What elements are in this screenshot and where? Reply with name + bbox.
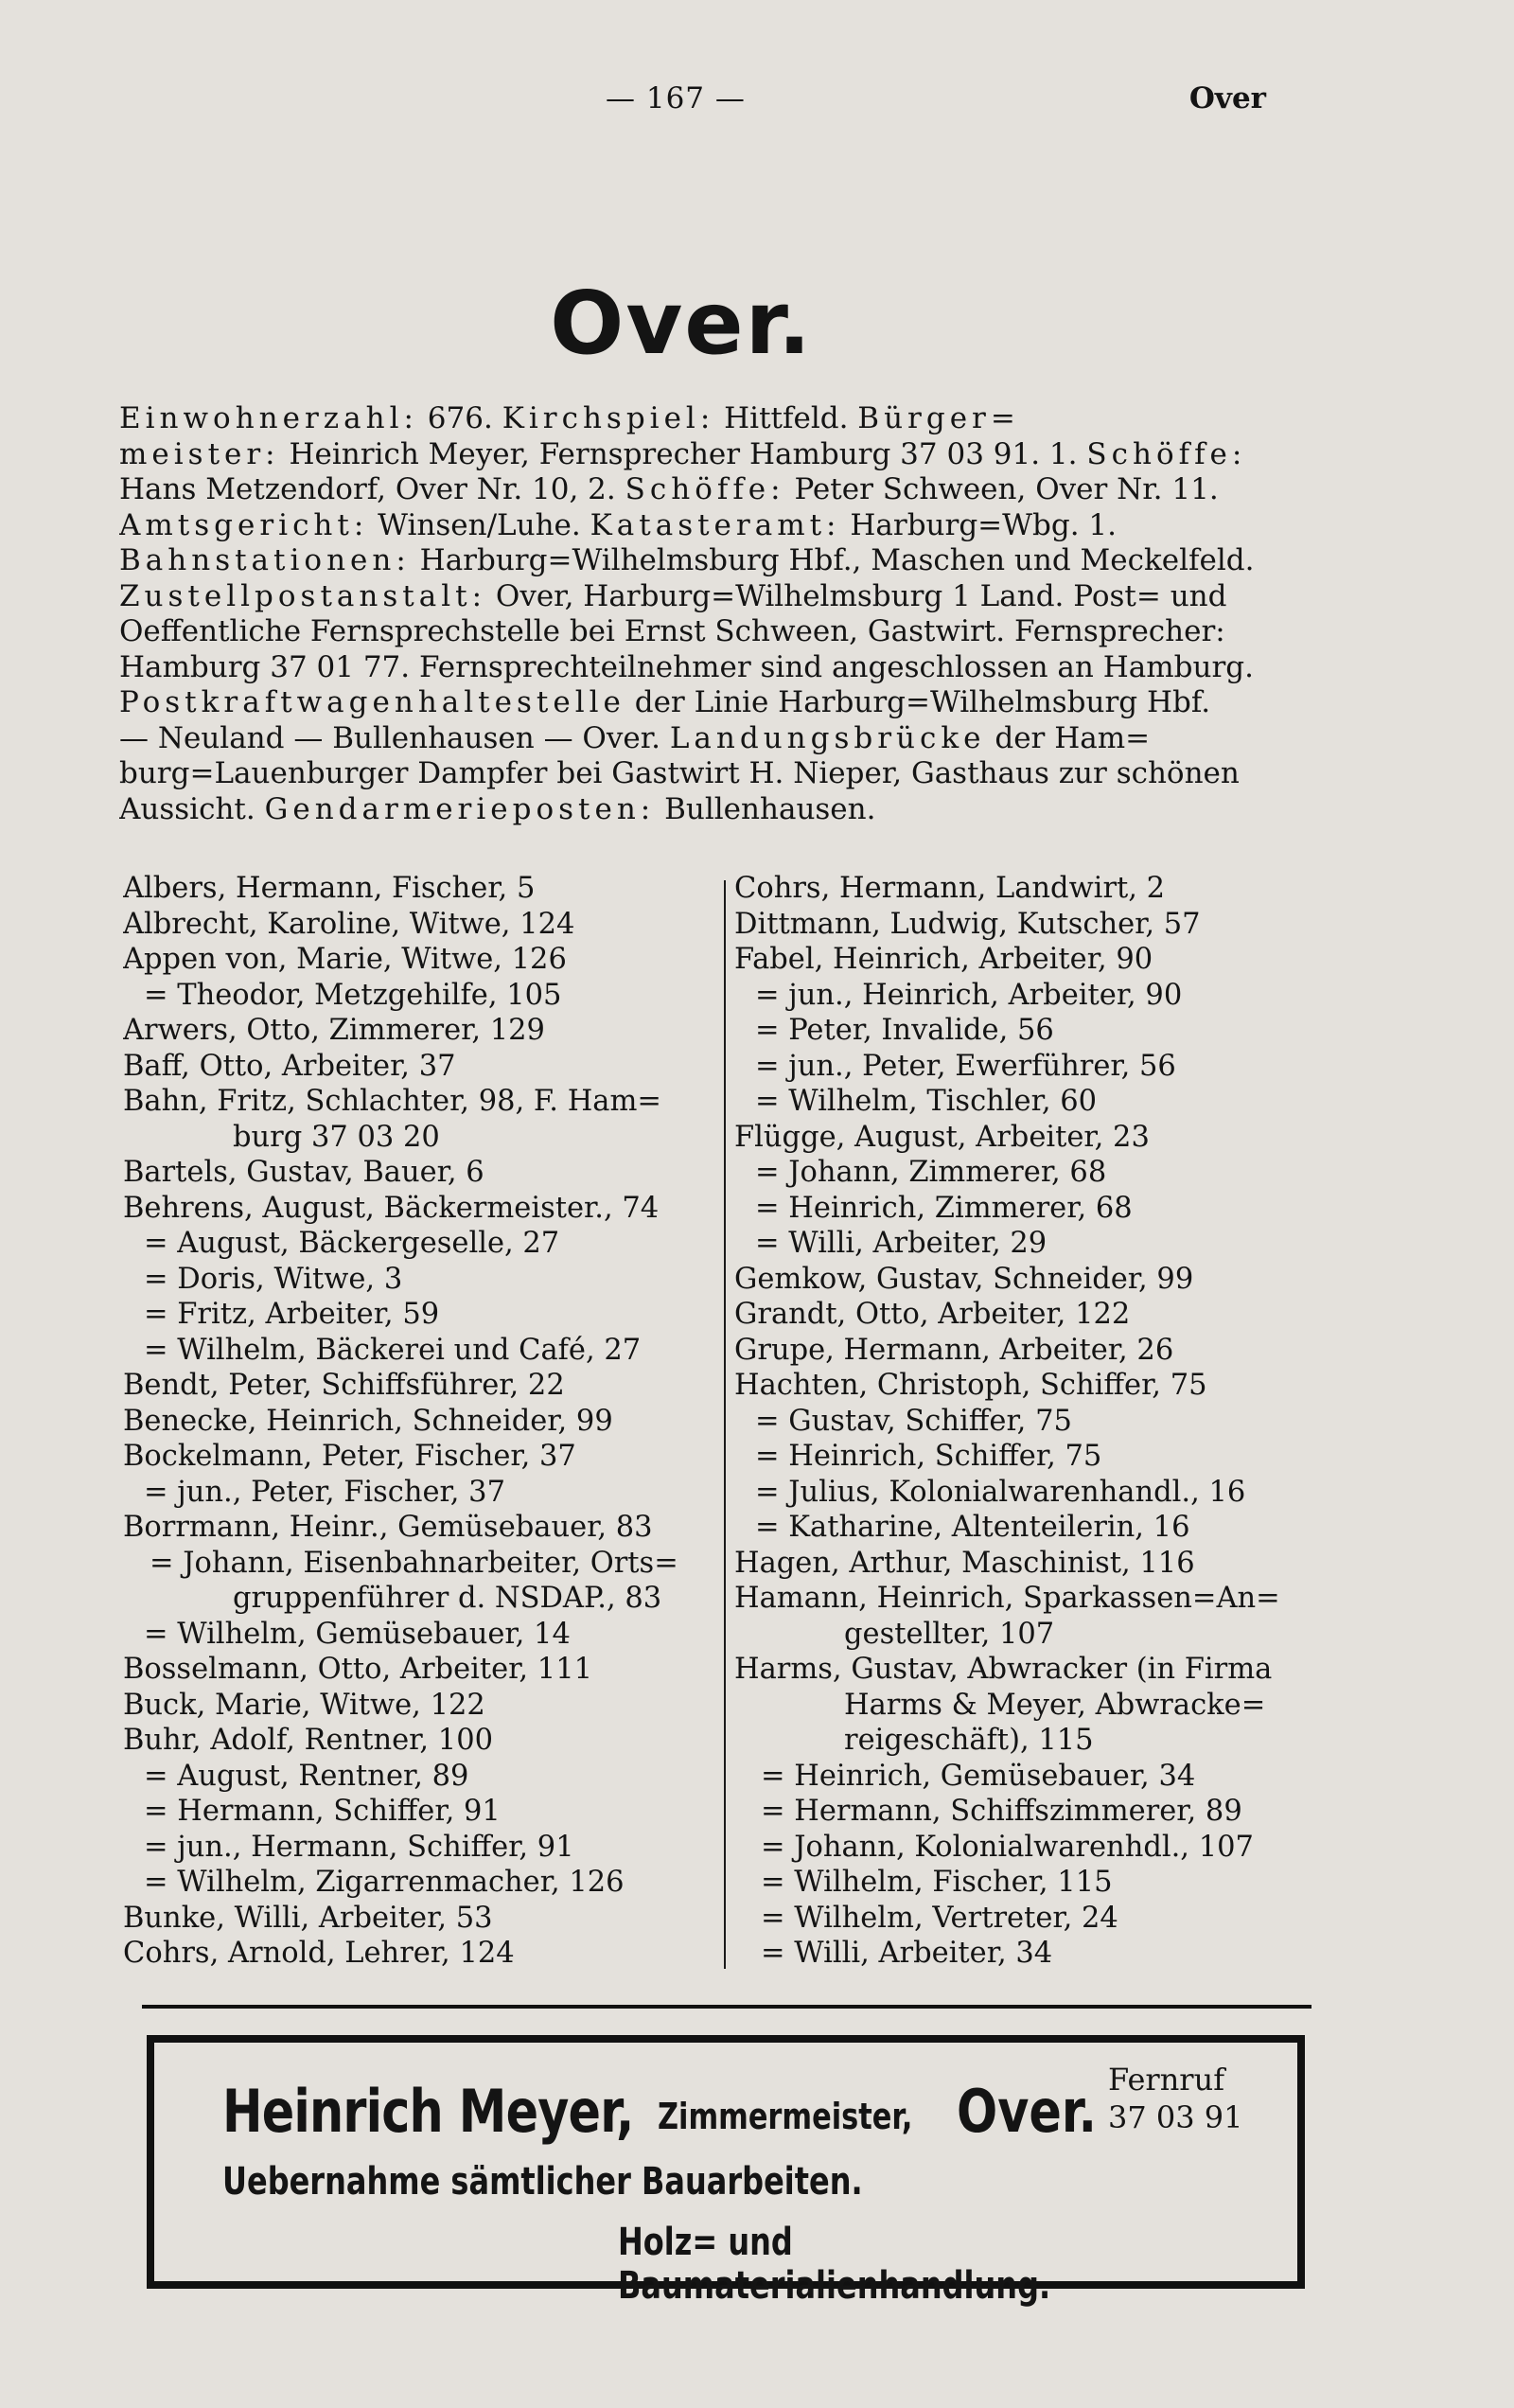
ad-place: Over. bbox=[957, 2077, 1097, 2146]
intro-field-label: Bürger= bbox=[857, 401, 1020, 435]
directory-entry: = Gustav, Schiffer, 75 bbox=[755, 1404, 1072, 1438]
directory-entry: Flügge, August, Arbeiter, 23 bbox=[734, 1120, 1150, 1154]
ad-phone-label: Fernruf bbox=[1108, 2062, 1225, 2098]
directory-entry: Benecke, Heinrich, Schneider, 99 bbox=[123, 1404, 613, 1438]
directory-entry: = Wilhelm, Bäckerei und Café, 27 bbox=[144, 1333, 642, 1367]
column-divider bbox=[724, 880, 726, 1969]
running-head bbox=[0, 81, 1514, 129]
directory-entry: Bartels, Gustav, Bauer, 6 bbox=[123, 1156, 484, 1189]
directory-entry: = jun., Hermann, Schiffer, 91 bbox=[144, 1830, 574, 1864]
directory-entry: = Julius, Kolonialwarenhandl., 16 bbox=[755, 1475, 1246, 1509]
intro-text: der Linie Harburg=Wilhelmsburg Hbf. bbox=[625, 685, 1211, 719]
directory-entry: Bendt, Peter, Schiffsführer, 22 bbox=[123, 1369, 565, 1402]
advertisement-box bbox=[147, 2035, 1305, 2308]
directory-entry: = August, Rentner, 89 bbox=[144, 1759, 469, 1793]
directory-entry-continuation: reigeschäft), 115 bbox=[844, 1724, 1094, 1757]
directory-entry: Baff, Otto, Arbeiter, 37 bbox=[123, 1049, 456, 1083]
intro-line bbox=[119, 756, 1285, 792]
ad-occupation: Zimmermeister, bbox=[658, 2096, 913, 2137]
directory-entry: Bahn, Fritz, Schlachter, 98, F. Ham= bbox=[123, 1085, 661, 1118]
intro-field-label: Amtsgericht: bbox=[119, 507, 369, 542]
intro-line bbox=[119, 614, 1285, 650]
intro-text: Aussicht. bbox=[119, 791, 265, 826]
intro-text: Harburg=Wbg. 1. bbox=[840, 507, 1117, 542]
directory-entry: Grandt, Otto, Arbeiter, 122 bbox=[734, 1298, 1131, 1331]
directory-entry: Appen von, Marie, Witwe, 126 bbox=[123, 943, 567, 976]
intro-text: Harburg=Wilhelmsburg Hbf., Maschen und Meckelfeld. bbox=[410, 543, 1255, 577]
directory-entry: = Peter, Invalide, 56 bbox=[755, 1014, 1054, 1047]
intro-text: Oeffentliche Fernsprechstelle bei Ernst Schween, Gastwirt. Fernsprecher: bbox=[119, 614, 1225, 648]
directory-entry: Cohrs, Arnold, Lehrer, 124 bbox=[123, 1937, 515, 1970]
directory-entry: = jun., Peter, Fischer, 37 bbox=[144, 1475, 505, 1509]
intro-text: Hans Metzendorf, Over Nr. 10, 2. bbox=[119, 472, 625, 506]
directory-entry: = Fritz, Arbeiter, 59 bbox=[144, 1298, 440, 1331]
directory-entry: Bunke, Willi, Arbeiter, 53 bbox=[123, 1901, 493, 1935]
intro-field-label: Postkraftwagenhaltestelle bbox=[119, 685, 625, 719]
intro-field-label: Gendarmerieposten: bbox=[264, 791, 656, 826]
directory-entry: = Hermann, Schiffer, 91 bbox=[144, 1795, 501, 1828]
intro-text: 676. bbox=[417, 401, 502, 435]
directory-entry: Grupe, Hermann, Arbeiter, 26 bbox=[734, 1333, 1174, 1367]
directory-entry-continuation: Harms & Meyer, Abwracke= bbox=[844, 1688, 1266, 1722]
directory-entry: Hachten, Christoph, Schiffer, 75 bbox=[734, 1369, 1207, 1402]
intro-text: Winsen/Luhe. bbox=[368, 507, 590, 542]
directory-entry-continuation: gestellter, 107 bbox=[844, 1617, 1055, 1651]
directory-entry: Behrens, August, Bäckermeister., 74 bbox=[123, 1191, 660, 1225]
directory-entry: Cohrs, Hermann, Landwirt, 2 bbox=[734, 872, 1166, 905]
intro-line bbox=[119, 472, 1285, 508]
directory-entry: = Heinrich, Zimmerer, 68 bbox=[755, 1191, 1133, 1225]
intro-text: Bullenhausen. bbox=[655, 791, 876, 826]
page-title: Over. bbox=[550, 273, 813, 374]
directory-entry: = Johann, Zimmerer, 68 bbox=[755, 1156, 1107, 1189]
directory-entry: = Doris, Witwe, 3 bbox=[144, 1262, 403, 1296]
intro-paragraph bbox=[119, 401, 1285, 827]
intro-text: Heinrich Meyer, Fernsprecher Hamburg 37 03 91. 1. bbox=[279, 436, 1087, 471]
intro-field-label: Schöffe: bbox=[1086, 436, 1247, 471]
directory-entry: = jun., Heinrich, Arbeiter, 90 bbox=[755, 978, 1183, 1012]
directory-entry: = Heinrich, Gemüsebauer, 34 bbox=[761, 1759, 1196, 1793]
directory-entry: = Wilhelm, Tischler, 60 bbox=[755, 1085, 1098, 1118]
directory-entry: = Wilhelm, Gemüsebauer, 14 bbox=[144, 1617, 571, 1651]
intro-line bbox=[119, 650, 1285, 686]
intro-line bbox=[119, 579, 1285, 615]
directory-entry: Bockelmann, Peter, Fischer, 37 bbox=[123, 1440, 576, 1473]
directory-entry: Buhr, Adolf, Rentner, 100 bbox=[123, 1724, 494, 1757]
intro-line bbox=[119, 792, 1285, 828]
directory-entry: = Katharine, Altenteilerin, 16 bbox=[755, 1511, 1190, 1544]
intro-text: burg=Lauenburger Dampfer bei Gastwirt H. Nieper, Gasthaus zur schönen bbox=[119, 756, 1240, 790]
directory-entry: = August, Bäckergeselle, 27 bbox=[144, 1227, 560, 1260]
directory-entry: Albrecht, Karoline, Witwe, 124 bbox=[123, 907, 575, 941]
intro-text: der Ham= bbox=[985, 720, 1151, 755]
intro-field-label: Einwohnerzahl: bbox=[119, 401, 418, 435]
intro-line bbox=[119, 508, 1285, 544]
directory-entry: Borrmann, Heinr., Gemüsebauer, 83 bbox=[123, 1511, 653, 1544]
directory-entry: = Johann, Eisenbahnarbeiter, Orts= bbox=[150, 1546, 678, 1580]
directory-entry: Arwers, Otto, Zimmerer, 129 bbox=[123, 1014, 545, 1047]
directory-entry: = Wilhelm, Fischer, 115 bbox=[761, 1866, 1113, 1899]
directory-entry: = Willi, Arbeiter, 34 bbox=[761, 1937, 1053, 1970]
directory-entry: Fabel, Heinrich, Arbeiter, 90 bbox=[734, 943, 1153, 976]
running-title: Over bbox=[1188, 81, 1266, 115]
intro-text: Hittfeld. bbox=[714, 401, 858, 435]
ad-trade-line: Holz= und Baumaterialienhandlung. bbox=[618, 2221, 1051, 2308]
intro-text: — Neuland — Bullenhausen — Over. bbox=[119, 720, 670, 755]
intro-line bbox=[119, 437, 1285, 473]
ad-phone-number: 37 03 91 bbox=[1108, 2099, 1243, 2135]
intro-line bbox=[119, 685, 1285, 721]
directory-entry: Albers, Hermann, Fischer, 5 bbox=[123, 872, 536, 905]
directory-entry: = Wilhelm, Vertreter, 24 bbox=[761, 1901, 1118, 1935]
directory-entry: = Heinrich, Schiffer, 75 bbox=[755, 1440, 1102, 1473]
intro-text: Hamburg 37 01 77. Fernsprechteilnehmer sind angeschlossen an Hamburg. bbox=[119, 649, 1254, 684]
directory-entry: = jun., Peter, Ewerführer, 56 bbox=[755, 1049, 1176, 1083]
intro-field-label: Schöffe: bbox=[625, 472, 785, 506]
directory-entry: Hamann, Heinrich, Sparkassen=An= bbox=[734, 1582, 1280, 1615]
directory-entry: Gemkow, Gustav, Schneider, 99 bbox=[734, 1262, 1194, 1296]
ad-services-line: Uebernahme sämtlicher Bauarbeiten. bbox=[222, 2160, 863, 2204]
directory-entry: Bosselmann, Otto, Arbeiter, 111 bbox=[123, 1653, 593, 1686]
separator-rule bbox=[142, 2005, 1312, 2009]
intro-field-label: Bahnstationen: bbox=[119, 543, 411, 577]
directory-entry: = Johann, Kolonialwarenhdl., 107 bbox=[761, 1830, 1254, 1864]
directory-entry: Harms, Gustav, Abwracker (in Firma bbox=[734, 1653, 1273, 1686]
intro-text: Over, Harburg=Wilhelmsburg 1 Land. Post= und bbox=[486, 578, 1227, 613]
directory-entry-continuation: gruppenführer d. NSDAP., 83 bbox=[233, 1582, 662, 1615]
intro-field-label: Katasteramt: bbox=[590, 507, 841, 542]
directory-entry: Hagen, Arthur, Maschinist, 116 bbox=[734, 1546, 1195, 1580]
directory-entry: Buck, Marie, Witwe, 122 bbox=[123, 1688, 485, 1722]
directory-entry: = Hermann, Schiffszimmerer, 89 bbox=[761, 1795, 1242, 1828]
directory-entry: Dittmann, Ludwig, Kutscher, 57 bbox=[734, 907, 1201, 941]
intro-line bbox=[119, 401, 1285, 437]
intro-field-label: Zustellpostanstalt: bbox=[119, 578, 487, 613]
directory-column-left bbox=[123, 871, 719, 1972]
intro-field-label: meister: bbox=[119, 436, 280, 471]
directory-entry: = Wilhelm, Zigarrenmacher, 126 bbox=[144, 1866, 625, 1899]
intro-line bbox=[119, 721, 1285, 757]
page-number: — 167 — bbox=[606, 81, 746, 115]
ad-business-name: Heinrich Meyer, bbox=[222, 2077, 634, 2146]
directory-column-right bbox=[734, 871, 1321, 1972]
intro-field-label: Kirchspiel: bbox=[502, 401, 715, 435]
intro-text: Peter Schween, Over Nr. 11. bbox=[784, 472, 1219, 506]
directory-entry: = Theodor, Metzgehilfe, 105 bbox=[144, 978, 562, 1012]
intro-field-label: Landungsbrücke bbox=[669, 720, 986, 755]
directory-entry-continuation: burg 37 03 20 bbox=[233, 1120, 440, 1154]
intro-line bbox=[119, 543, 1285, 579]
directory-entry: = Willi, Arbeiter, 29 bbox=[755, 1227, 1047, 1260]
